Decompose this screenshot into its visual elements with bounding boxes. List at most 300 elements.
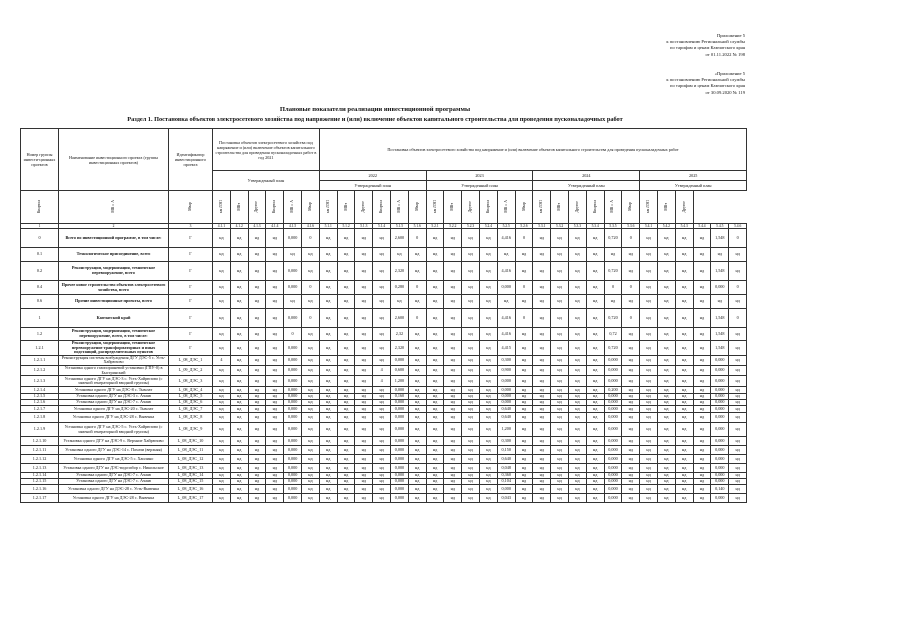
row-value: нд <box>355 376 373 387</box>
row-value: нд <box>408 473 426 479</box>
row-value: нд <box>551 413 569 423</box>
row-value: 0,000 <box>604 376 622 387</box>
col-header-year: 2024 <box>533 171 640 181</box>
row-value: нд <box>657 376 675 387</box>
row-value: нд <box>675 365 693 375</box>
table-row <box>21 295 747 309</box>
row-value: нд <box>426 376 444 387</box>
row-value: нд <box>729 400 747 406</box>
row-value: нд <box>213 328 231 341</box>
row-value: нд <box>319 328 337 341</box>
row-value: нд <box>693 376 711 387</box>
column-number: 4.1.1 <box>213 224 231 229</box>
row-value: нд <box>319 295 337 309</box>
row-value: 0,000 <box>711 406 729 413</box>
row-value: 0,720 <box>604 262 622 281</box>
row-value: нд <box>693 437 711 446</box>
row-value: нд <box>480 464 498 473</box>
row-value: нд <box>248 248 266 262</box>
row-value: нд <box>533 309 551 328</box>
row-value: нд <box>248 309 266 328</box>
row-value: 1,548 <box>711 229 729 248</box>
col-header-unit <box>284 191 302 224</box>
row-value: нд <box>373 229 391 248</box>
row-value: нд <box>640 437 658 446</box>
row-value: 0,000 <box>391 406 409 413</box>
row-value: нд <box>640 376 658 387</box>
row-value: нд <box>640 281 658 295</box>
col-header-unit <box>480 191 498 224</box>
row-value: нд <box>480 365 498 375</box>
column-number: 5.1.3 <box>355 224 373 229</box>
row-value: нд <box>533 413 551 423</box>
row-value: 0 <box>729 309 747 328</box>
row-value: нд <box>586 400 604 406</box>
table-row <box>21 281 747 295</box>
row-value: нд <box>213 485 231 494</box>
row-value: нд <box>693 400 711 406</box>
row-value: 0,000 <box>284 309 302 328</box>
table-row <box>21 387 747 394</box>
row-project-id: L_08_ДЭС_14 <box>169 473 213 479</box>
row-value: нд <box>640 262 658 281</box>
col-header-unit <box>551 191 569 224</box>
row-value: нд <box>373 485 391 494</box>
row-value: 0,000 <box>284 365 302 375</box>
row-value: нд <box>533 387 551 394</box>
row-value: нд <box>444 262 462 281</box>
row-value: нд <box>266 387 284 394</box>
row-value: нд <box>426 400 444 406</box>
column-number: 5.3.1 <box>533 224 551 229</box>
col-header-unit-label: МВ×А <box>396 200 401 213</box>
row-value: нд <box>373 341 391 356</box>
row-value: нд <box>640 295 658 309</box>
row-project-id: Г <box>169 262 213 281</box>
row-value: нд <box>729 464 747 473</box>
row-value: 0,000 <box>711 394 729 400</box>
row-value: нд <box>729 446 747 455</box>
row-value: нд <box>622 437 640 446</box>
row-group-number: 1.2.1.3 <box>21 376 59 387</box>
row-value: нд <box>337 387 355 394</box>
row-value: 0 <box>301 309 319 328</box>
row-value: нд <box>319 464 337 473</box>
row-value: нд <box>640 365 658 375</box>
row-value: нд <box>301 473 319 479</box>
row-group-number: 0.6 <box>21 295 59 309</box>
row-value: нд <box>480 376 498 387</box>
row-value: нд <box>551 365 569 375</box>
row-value: нд <box>266 464 284 473</box>
row-value: нд <box>266 423 284 437</box>
row-project-id: Г <box>169 229 213 248</box>
row-value: 0 <box>408 229 426 248</box>
row-group-number: 0.2 <box>21 262 59 281</box>
row-value: нд <box>462 464 480 473</box>
row-value: 0,000 <box>711 437 729 446</box>
row-value: нд <box>551 341 569 356</box>
row-value: нд <box>213 376 231 387</box>
row-value: нд <box>426 485 444 494</box>
row-value: нд <box>693 423 711 437</box>
row-value: нд <box>675 229 693 248</box>
row-value: нд <box>213 229 231 248</box>
row-group-number: 1.2.1.17 <box>21 494 59 503</box>
row-value: нд <box>693 479 711 485</box>
row-value: нд <box>515 400 533 406</box>
row-project-name: Прочее новое строительство объектов электросетевого хозяйства, всего <box>59 281 169 295</box>
row-value: нд <box>569 328 587 341</box>
col-header-unit <box>462 191 480 224</box>
row-value: нд <box>444 400 462 406</box>
row-value: нд <box>426 248 444 262</box>
row-value: нд <box>586 309 604 328</box>
row-value: нд <box>515 473 533 479</box>
row-value: нд <box>515 365 533 375</box>
row-value: нд <box>693 295 711 309</box>
row-value: 0,150 <box>497 446 515 455</box>
row-value: нд <box>693 248 711 262</box>
row-value: нд <box>230 494 248 503</box>
row-project-id: L_08_ДЭС_17 <box>169 494 213 503</box>
row-value: 0,104 <box>497 479 515 485</box>
row-value: 0 <box>729 281 747 295</box>
row-value: нд <box>640 479 658 485</box>
row-value: нд <box>248 485 266 494</box>
row-value: нд <box>444 394 462 400</box>
row-value: нд <box>480 295 498 309</box>
row-value: 0,000 <box>604 394 622 400</box>
column-number: 5.4.2 <box>657 224 675 229</box>
row-value: нд <box>480 281 498 295</box>
row-value: нд <box>319 494 337 503</box>
table-row <box>21 437 747 446</box>
column-number: 5.4.1 <box>640 224 658 229</box>
row-value: нд <box>355 413 373 423</box>
row-project-name: Камчатский край <box>59 309 169 328</box>
row-value: нд <box>444 376 462 387</box>
row-value: нд <box>729 376 747 387</box>
row-value: 0,000 <box>604 423 622 437</box>
column-number: 5.2.4 <box>480 224 498 229</box>
row-value: нд <box>408 248 426 262</box>
row-group-number: 1.2.1.8 <box>21 413 59 423</box>
row-value: нд <box>355 394 373 400</box>
row-value: нд <box>675 400 693 406</box>
row-value: нд <box>675 394 693 400</box>
appendix-note-line: от 01.11.2022 № 198 <box>705 51 745 57</box>
row-value: нд <box>213 341 231 356</box>
row-value: нд <box>373 295 391 309</box>
row-value: 0,000 <box>604 464 622 473</box>
column-number: 4.1.4 <box>266 224 284 229</box>
row-value: нд <box>693 309 711 328</box>
row-value: нд <box>213 387 231 394</box>
row-value: нд <box>373 446 391 455</box>
col-header-unit <box>169 191 213 224</box>
row-value: нд <box>657 341 675 356</box>
row-value: нд <box>657 394 675 400</box>
col-header-unit <box>569 191 587 224</box>
row-value: нд <box>426 446 444 455</box>
row-value: нд <box>248 479 266 485</box>
row-value: нд <box>355 248 373 262</box>
row-value: нд <box>515 394 533 400</box>
row-value: нд <box>213 248 231 262</box>
row-value: 0,000 <box>604 400 622 406</box>
row-value: нд <box>230 341 248 356</box>
row-value: нд <box>515 328 533 341</box>
row-value: нд <box>391 248 409 262</box>
row-value: нд <box>426 406 444 413</box>
row-value: нд <box>586 406 604 413</box>
row-value: нд <box>319 485 337 494</box>
row-value: нд <box>622 262 640 281</box>
col-header-plan: Утвержденный план <box>640 181 747 191</box>
row-value: 0,000 <box>604 355 622 365</box>
row-value: нд <box>622 394 640 400</box>
row-value: нд <box>444 355 462 365</box>
row-value: нд <box>444 479 462 485</box>
row-value: нд <box>551 328 569 341</box>
row-value: нд <box>444 295 462 309</box>
row-value: нд <box>586 494 604 503</box>
row-value: нд <box>640 229 658 248</box>
row-value: 0,000 <box>284 479 302 485</box>
row-value: нд <box>515 387 533 394</box>
row-value: нд <box>319 473 337 479</box>
row-value: нд <box>230 229 248 248</box>
row-value: нд <box>533 281 551 295</box>
row-value: нд <box>675 262 693 281</box>
col-header-unit <box>248 191 266 224</box>
column-number: 5.2.6 <box>515 224 533 229</box>
row-value: нд <box>586 341 604 356</box>
row-value: нд <box>462 473 480 479</box>
row-value: нд <box>337 341 355 356</box>
row-value: нд <box>248 423 266 437</box>
row-value: нд <box>640 406 658 413</box>
row-value: нд <box>301 494 319 503</box>
row-value: нд <box>657 423 675 437</box>
row-value: 0,000 <box>391 479 409 485</box>
row-value: нд <box>693 473 711 479</box>
row-value: нд <box>266 400 284 406</box>
document-title: Плановые показатели реализации инвестиционной программы <box>279 106 471 113</box>
row-value: нд <box>408 455 426 464</box>
row-value: нд <box>729 437 747 446</box>
row-value: нд <box>408 355 426 365</box>
row-project-name: Реконструкция, модернизация, техническое перевооружение, всего, в том числе: <box>59 328 169 341</box>
row-value: нд <box>675 485 693 494</box>
row-value: нд <box>551 494 569 503</box>
row-value: 0,000 <box>284 400 302 406</box>
row-value: нд <box>408 464 426 473</box>
col-header-group-number: Номер группы инвести-ционных проектов <box>21 129 59 191</box>
row-value: нд <box>373 328 391 341</box>
row-value: нд <box>426 455 444 464</box>
row-value: нд <box>230 413 248 423</box>
row-value: 0,000 <box>284 376 302 387</box>
row-value: нд <box>301 295 319 309</box>
row-value: 0,000 <box>391 464 409 473</box>
row-value: нд <box>373 479 391 485</box>
row-value: нд <box>675 281 693 295</box>
row-value: нд <box>408 365 426 375</box>
row-project-name: Установка одного ДГУ на ДЭС-20 с. Тымлат <box>59 406 169 413</box>
row-value: нд <box>533 423 551 437</box>
row-value: нд <box>426 437 444 446</box>
row-value: нд <box>515 406 533 413</box>
row-value: нд <box>373 355 391 365</box>
row-project-name: Установка одного ДГУ на ДЭС-5 с. Хаилино <box>59 455 169 464</box>
row-value: нд <box>301 479 319 485</box>
row-value: нд <box>213 423 231 437</box>
row-value: нд <box>426 295 444 309</box>
row-value: нд <box>373 413 391 423</box>
col-header-unit-label: км ЛЭП <box>646 199 651 214</box>
row-value: нд <box>711 295 729 309</box>
row-value: нд <box>462 262 480 281</box>
row-value: нд <box>408 406 426 413</box>
row-value: нд <box>266 455 284 464</box>
row-value: нд <box>426 328 444 341</box>
row-value: нд <box>230 281 248 295</box>
row-value: 0,000 <box>604 494 622 503</box>
row-value: нд <box>462 355 480 365</box>
row-value: нд <box>213 295 231 309</box>
row-project-name: Реконструкция, модернизация, техническое перевооружение, всего <box>59 262 169 281</box>
col-header-unit <box>586 191 604 224</box>
row-value: нд <box>355 479 373 485</box>
row-value: нд <box>373 423 391 437</box>
row-group-number: 0.1 <box>21 248 59 262</box>
row-group-number: 1.2.1.2 <box>21 365 59 375</box>
row-value: 0,000 <box>497 485 515 494</box>
row-value: нд <box>266 248 284 262</box>
row-value: 4 <box>213 355 231 365</box>
row-value: нд <box>533 376 551 387</box>
row-value: 2,600 <box>391 229 409 248</box>
row-value: нд <box>675 464 693 473</box>
appendix-note-line: по тарифам и ценам Камчатского края <box>670 83 745 89</box>
row-value: нд <box>497 248 515 262</box>
row-group-number: 1.2.1.4 <box>21 387 59 394</box>
row-value: 4,416 <box>497 229 515 248</box>
row-project-id: Г <box>169 248 213 262</box>
row-value: нд <box>657 262 675 281</box>
row-value: 0,280 <box>391 281 409 295</box>
row-value: нд <box>569 437 587 446</box>
col-header-unit <box>21 191 59 224</box>
row-value: 0,000 <box>284 413 302 423</box>
row-value: нд <box>426 281 444 295</box>
row-value: нд <box>480 494 498 503</box>
appendix-note-line: от 30.09.2020 № 119 <box>705 89 745 95</box>
row-value: 4,416 <box>497 328 515 341</box>
row-value: нд <box>266 413 284 423</box>
row-value: нд <box>426 365 444 375</box>
col-header-unit <box>622 191 640 224</box>
row-value: нд <box>248 446 266 455</box>
row-value: нд <box>693 328 711 341</box>
row-value: нд <box>301 413 319 423</box>
row-value: 0,720 <box>604 309 622 328</box>
row-value: нд <box>515 376 533 387</box>
row-value: нд <box>675 295 693 309</box>
row-value: нд <box>675 437 693 446</box>
row-value: нд <box>408 387 426 394</box>
row-value: нд <box>551 248 569 262</box>
row-value: нд <box>515 446 533 455</box>
col-header-project-name: Наименование инвестиционного проекта (группы инвестиционных проектов) <box>59 129 169 191</box>
row-value: нд <box>622 387 640 394</box>
row-value: нд <box>551 464 569 473</box>
row-value: 0,140 <box>711 485 729 494</box>
col-header-unit <box>391 191 409 224</box>
row-value: нд <box>319 400 337 406</box>
row-value: нд <box>515 494 533 503</box>
row-project-name: Установка одного ДГУ на ДЭС-5 с. Усть-Хайрюзово (с заменой генераторной вводной группы) <box>59 423 169 437</box>
row-value: нд <box>586 328 604 341</box>
row-value: нд <box>533 479 551 485</box>
row-value: 0,160 <box>391 394 409 400</box>
row-project-id: Г <box>169 341 213 356</box>
row-value: нд <box>657 446 675 455</box>
row-value: 0,000 <box>497 400 515 406</box>
row-value: нд <box>569 341 587 356</box>
row-value: 0,000 <box>711 387 729 394</box>
col-header-unit-label: МВт <box>236 202 241 211</box>
col-header-unit-label: МВт <box>343 202 348 211</box>
row-project-name: Установка одного ДГУ на ДЭС-28 с. Усть-Вывенка <box>59 485 169 494</box>
row-value: нд <box>569 365 587 375</box>
row-value: нд <box>426 479 444 485</box>
row-value: нд <box>444 248 462 262</box>
row-value: нд <box>373 262 391 281</box>
row-value: нд <box>462 281 480 295</box>
row-value: 0,000 <box>711 446 729 455</box>
column-number: 4.1.2 <box>230 224 248 229</box>
row-value: нд <box>586 437 604 446</box>
row-value: нд <box>373 494 391 503</box>
col-header-unit <box>515 191 533 224</box>
row-value: нд <box>533 341 551 356</box>
row-value: нд <box>230 455 248 464</box>
row-value: нд <box>408 485 426 494</box>
row-value: нд <box>462 341 480 356</box>
row-project-id: L_08_ДЭС_12 <box>169 455 213 464</box>
row-value: нд <box>444 423 462 437</box>
row-value: нд <box>266 281 284 295</box>
row-value: 0,000 <box>391 387 409 394</box>
row-value: нд <box>693 341 711 356</box>
appendix-note-line: по тарифам и ценам Камчатского края <box>670 45 745 51</box>
row-value: 0 <box>622 281 640 295</box>
col-header-unit <box>59 191 169 224</box>
row-value: нд <box>729 413 747 423</box>
row-value: нд <box>230 437 248 446</box>
row-value: нд <box>408 479 426 485</box>
row-value: нд <box>408 446 426 455</box>
row-value: нд <box>444 309 462 328</box>
row-value: нд <box>586 413 604 423</box>
row-value: 0,000 <box>711 355 729 365</box>
row-value: нд <box>373 406 391 413</box>
row-value: нд <box>533 328 551 341</box>
row-value: нд <box>657 494 675 503</box>
